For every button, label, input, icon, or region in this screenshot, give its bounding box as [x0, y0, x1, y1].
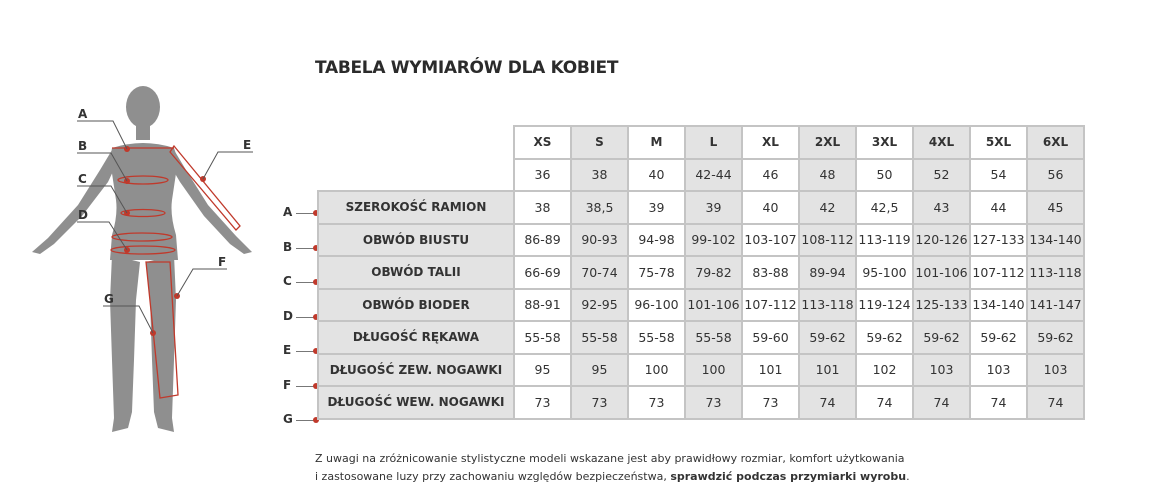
fitting-note	[315, 450, 910, 486]
size-header-cell: M	[628, 126, 685, 159]
measurement-row	[318, 256, 1084, 289]
value-cell: 75-78	[628, 256, 685, 289]
marker-line	[296, 213, 314, 214]
value-cell: 134-140	[970, 289, 1027, 322]
size-header-cell: 5XL	[970, 126, 1027, 159]
value-cell: 73	[628, 386, 685, 419]
marker-line	[296, 248, 314, 249]
value-cell: 50	[856, 159, 913, 192]
value-cell: 100	[685, 354, 742, 387]
value-cell: 39	[628, 191, 685, 224]
measurement-row	[318, 354, 1084, 387]
value-cell: 101	[799, 354, 856, 387]
value-cell: 73	[514, 386, 571, 419]
value-cell: 94-98	[628, 224, 685, 257]
value-cell: 55-58	[685, 321, 742, 354]
size-table	[317, 125, 1085, 420]
value-cell: 59-62	[799, 321, 856, 354]
body-measurement-figure	[0, 0, 300, 497]
value-cell: 99-102	[685, 224, 742, 257]
value-cell: 79-82	[685, 256, 742, 289]
value-cell: 101-106	[685, 289, 742, 322]
value-cell: 113-119	[856, 224, 913, 257]
row-marker-letter: A	[283, 205, 293, 219]
value-cell: 55-58	[571, 321, 628, 354]
value-cell: 54	[970, 159, 1027, 192]
figure-label-d: D	[78, 208, 88, 222]
row-marker-letter: E	[283, 343, 292, 357]
row-marker-letter: D	[283, 308, 293, 323]
value-cell: 59-62	[970, 321, 1027, 354]
value-cell: 141-147	[1027, 289, 1084, 322]
marker-line	[296, 351, 314, 352]
value-cell: 101-106	[913, 256, 970, 289]
value-cell: 125-133	[913, 289, 970, 322]
value-cell: 95	[514, 354, 571, 387]
measurement-row	[318, 289, 1084, 322]
size-header-cell: S	[571, 126, 628, 159]
marker-line	[296, 317, 314, 318]
value-cell: 73	[685, 386, 742, 419]
value-cell: 96-100	[628, 289, 685, 322]
measurement-label: OBWÓD BIUSTU	[318, 224, 514, 257]
value-cell: 38,5	[571, 191, 628, 224]
value-cell: 55-58	[628, 321, 685, 354]
value-cell: 74	[1027, 386, 1084, 419]
marker-line	[296, 386, 314, 387]
row-marker-letter: C	[283, 274, 292, 288]
value-cell: 107-112	[970, 256, 1027, 289]
size-header-cell: XS	[514, 126, 571, 159]
value-cell: 73	[742, 386, 799, 419]
page-title: TABELA WYMIARÓW DLA KOBIET	[315, 58, 619, 78]
value-cell: 103-107	[742, 224, 799, 257]
value-cell: 74	[856, 386, 913, 419]
value-cell: 70-74	[571, 256, 628, 289]
value-cell: 38	[571, 159, 628, 192]
value-cell: 101	[742, 354, 799, 387]
value-cell: 86-89	[514, 224, 571, 257]
figure-label-e: E	[243, 138, 252, 152]
size-header-cell: 6XL	[1027, 126, 1084, 159]
value-cell: 59-62	[856, 321, 913, 354]
figure-label-c: C	[78, 172, 87, 186]
measurement-row	[318, 191, 1084, 224]
value-cell: 127-133	[970, 224, 1027, 257]
empty-cell	[318, 126, 514, 159]
value-cell: 59-62	[913, 321, 970, 354]
value-cell: 89-94	[799, 256, 856, 289]
value-cell: 108-112	[799, 224, 856, 257]
measurement-label: DŁUGOŚĆ WEW. NOGAWKI	[318, 386, 514, 419]
value-cell: 74	[913, 386, 970, 419]
note-line-2-end: .	[906, 470, 910, 483]
note-line-2-text: i zastosowane luzy przy zachowaniu względów bezpieczeństwa,	[315, 470, 671, 483]
marker-line	[296, 420, 314, 421]
value-cell: 95-100	[856, 256, 913, 289]
value-cell: 44	[970, 191, 1027, 224]
figure-label-f: F	[218, 255, 227, 269]
value-cell: 52	[913, 159, 970, 192]
value-cell: 83-88	[742, 256, 799, 289]
value-cell: 103	[913, 354, 970, 387]
value-cell: 39	[685, 191, 742, 224]
value-cell: 40	[628, 159, 685, 192]
size-header-cell: 2XL	[799, 126, 856, 159]
value-cell: 113-118	[1027, 256, 1084, 289]
value-cell: 55-58	[514, 321, 571, 354]
value-cell: 42,5	[856, 191, 913, 224]
value-cell: 103	[970, 354, 1027, 387]
row-marker-letter: F	[283, 377, 292, 392]
value-cell: 42-44	[685, 159, 742, 192]
value-cell: 88-91	[514, 289, 571, 322]
value-cell: 56	[1027, 159, 1084, 192]
note-line-2-bold: sprawdzić podczas przymiarki wyrobu	[670, 470, 907, 483]
value-cell: 134-140	[1027, 224, 1084, 257]
figure-label-a: A	[78, 107, 88, 121]
value-cell: 36	[514, 159, 571, 192]
eu-size-row	[318, 159, 1084, 192]
value-cell: 119-124	[856, 289, 913, 322]
figure-label-g: G	[104, 292, 114, 306]
measurement-row	[318, 224, 1084, 257]
size-header-cell: 3XL	[856, 126, 913, 159]
measurement-label: DŁUGOŚĆ RĘKAWA	[318, 321, 514, 354]
size-header-row	[318, 126, 1084, 159]
value-cell: 113-118	[799, 289, 856, 322]
value-cell: 74	[799, 386, 856, 419]
value-cell: 74	[970, 386, 1027, 419]
value-cell: 45	[1027, 191, 1084, 224]
value-cell: 59-60	[742, 321, 799, 354]
value-cell: 43	[913, 191, 970, 224]
row-marker-letter: B	[283, 239, 293, 254]
value-cell: 120-126	[913, 224, 970, 257]
value-cell: 38	[514, 191, 571, 224]
value-cell: 92-95	[571, 289, 628, 322]
row-marker-letter: G	[283, 412, 293, 426]
note-line-1: Z uwagi na zróżnicowanie stylistyczne modeli wskazane jest aby prawidłowy rozmiar, komfort użytkowania	[315, 452, 905, 465]
size-header-cell: XL	[742, 126, 799, 159]
size-header-cell: 4XL	[913, 126, 970, 159]
value-cell: 59-62	[1027, 321, 1084, 354]
value-cell: 102	[856, 354, 913, 387]
measurement-label: OBWÓD TALII	[318, 256, 514, 289]
value-cell: 46	[742, 159, 799, 192]
value-cell: 103	[1027, 354, 1084, 387]
measurement-label: DŁUGOŚĆ ZEW. NOGAWKI	[318, 354, 514, 387]
value-cell: 42	[799, 191, 856, 224]
empty-cell	[318, 159, 514, 192]
value-cell: 66-69	[514, 256, 571, 289]
size-header-cell: L	[685, 126, 742, 159]
measurement-row	[318, 321, 1084, 354]
value-cell: 90-93	[571, 224, 628, 257]
measurement-row	[318, 386, 1084, 419]
note-line-2	[315, 468, 910, 486]
figure-label-b: B	[78, 139, 88, 153]
value-cell: 73	[571, 386, 628, 419]
measurement-label: OBWÓD BIODER	[318, 289, 514, 322]
measurement-label: SZEROKOŚĆ RAMION	[318, 191, 514, 224]
value-cell: 48	[799, 159, 856, 192]
value-cell: 107-112	[742, 289, 799, 322]
value-cell: 100	[628, 354, 685, 387]
marker-line	[296, 282, 314, 283]
value-cell: 95	[571, 354, 628, 387]
value-cell: 40	[742, 191, 799, 224]
